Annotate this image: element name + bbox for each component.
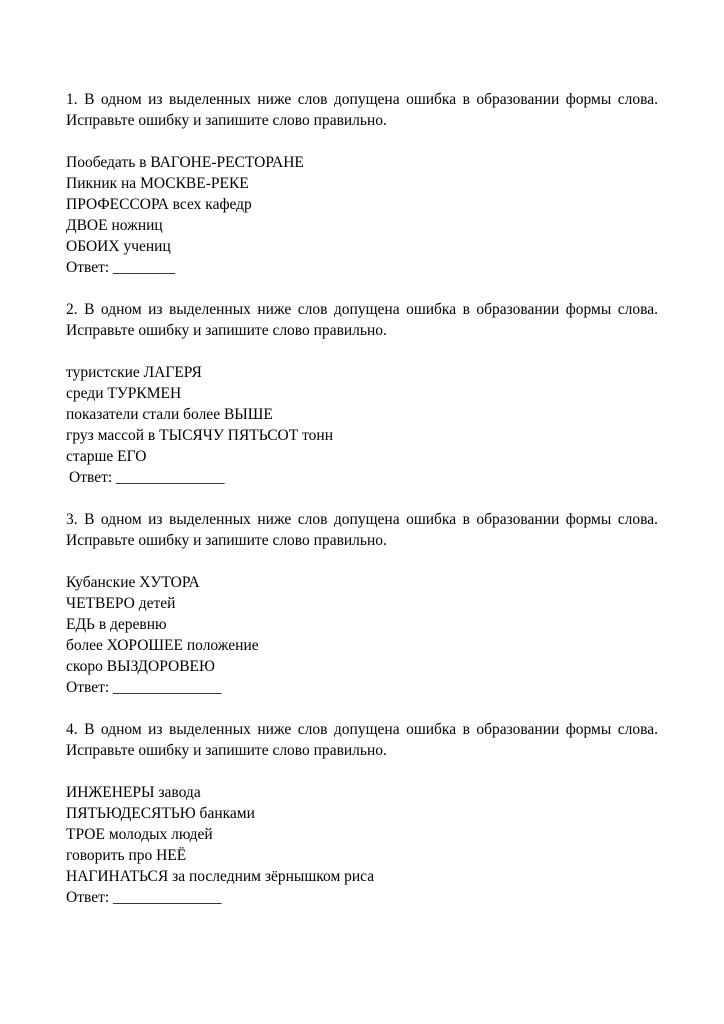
- task-1: [66, 89, 658, 278]
- task-prompt: 4. В одном из выделенных ниже слов допущена ошибка в образовании формы слова. Исправьте ошибку и запишите слово правильно.: [66, 721, 658, 759]
- document-page: [66, 89, 658, 929]
- option-item: ИНЖЕНЕРЫ завода: [66, 784, 201, 801]
- option-item: среди ТУРКМЕН: [66, 385, 182, 402]
- task-prompt: 2. В одном из выделенных ниже слов допущена ошибка в образовании формы слова. Исправьте ошибку и запишите слово правильно.: [66, 301, 658, 339]
- option-item: груз массой в ТЫСЯЧУ ПЯТЬСОТ тонн: [66, 427, 333, 444]
- option-item: старше ЕГО: [66, 448, 147, 465]
- option-item: ПЯТЬЮДЕСЯТЬЮ банками: [66, 805, 255, 822]
- option-item: ЕДЬ в деревню: [66, 616, 167, 633]
- task-2: [66, 299, 658, 488]
- option-item: Пообедать в ВАГОНЕ-РЕСТОРАНЕ: [66, 154, 304, 171]
- option-item: показатели стали более ВЫШЕ: [66, 406, 273, 423]
- answer-line: Ответ: ______________: [69, 469, 225, 486]
- option-item: Кубанские ХУТОРА: [66, 574, 200, 591]
- task-3: [66, 509, 658, 698]
- option-item: говорить про НЕЁ: [66, 847, 187, 864]
- option-item: ОБОИХ учениц: [66, 238, 171, 255]
- task-prompt: 1. В одном из выделенных ниже слов допущена ошибка в образовании формы слова. Исправьте ошибку и запишите слово правильно.: [66, 91, 658, 129]
- option-item: ЧЕТВЕРО детей: [66, 595, 176, 612]
- option-item: ДВОЕ ножниц: [66, 217, 163, 234]
- option-list: [66, 152, 658, 257]
- option-item: более ХОРОШЕЕ положение: [66, 637, 259, 654]
- option-list: [66, 782, 658, 887]
- option-item: туристские ЛАГЕРЯ: [66, 364, 202, 381]
- option-item: ПРОФЕССОРА всех кафедр: [66, 196, 252, 213]
- answer-line: Ответ: ______________: [66, 889, 222, 906]
- option-item: скоро ВЫЗДОРОВЕЮ: [66, 658, 215, 675]
- answer-line: Ответ: ______________: [66, 679, 222, 696]
- option-item: ТРОЕ молодых людей: [66, 826, 213, 843]
- option-list: [66, 572, 658, 677]
- answer-line: Ответ: ________: [66, 259, 176, 276]
- option-item: НАГИНАТЬСЯ за последним зёрнышком риса: [66, 868, 375, 885]
- task-prompt: 3. В одном из выделенных ниже слов допущена ошибка в образовании формы слова. Исправьте ошибку и запишите слово правильно.: [66, 511, 658, 549]
- task-4: [66, 719, 658, 908]
- option-list: [66, 362, 658, 467]
- option-item: Пикник на МОСКВЕ-РЕКЕ: [66, 175, 249, 192]
